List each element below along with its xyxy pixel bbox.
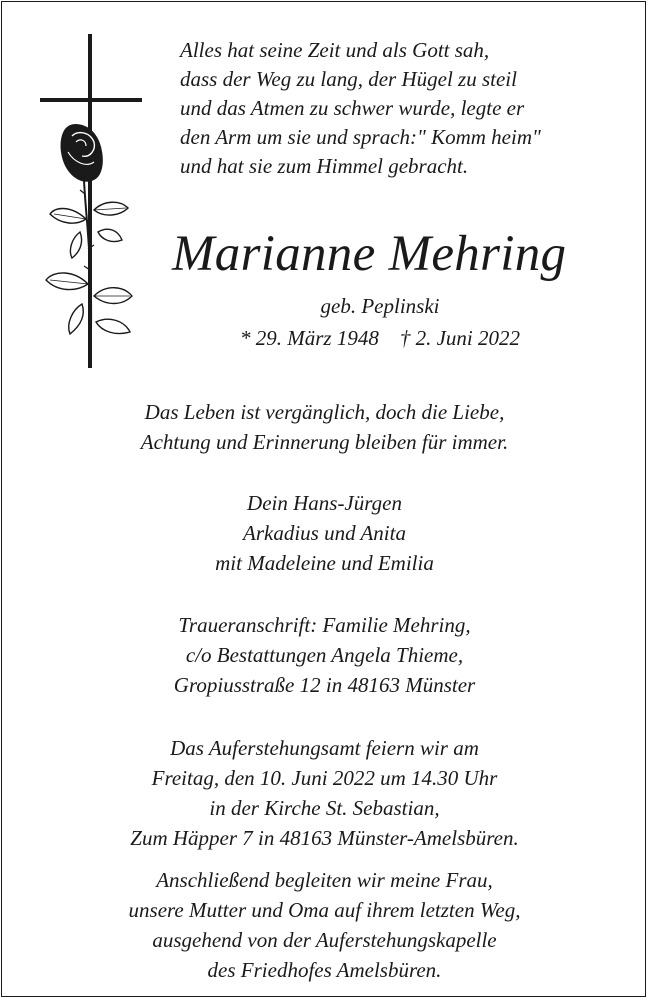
burial-info — [0, 865, 649, 985]
address-line: c/o Bestattungen Angela Thieme, — [185, 643, 464, 667]
burial-line: ausgehend von der Auferstehungskapelle — [152, 928, 497, 952]
poem-line: und hat sie zum Himmel gebracht. — [180, 154, 469, 178]
poem-line: und das Atmen zu schwer wurde, legte er — [180, 96, 525, 120]
burial-line: unsere Mutter und Oma auf ihrem letzten Weg, — [128, 898, 521, 922]
burial-line: des Friedhofes Amelsbüren. — [207, 958, 442, 982]
deceased-name: Marianne Mehring — [172, 226, 567, 282]
cross-with-rose-icon — [36, 34, 146, 372]
address-line: Gropiusstraße 12 in 48163 Münster — [173, 673, 476, 697]
service-line: Zum Häpper 7 in 48163 Münster-Amelsbüren. — [130, 826, 519, 850]
mourner-line: mit Madeleine und Emilia — [215, 551, 434, 575]
burial-line: Anschließend begleiten wir meine Frau, — [156, 868, 493, 892]
quote-line: Das Leben ist vergänglich, doch die Liebe, — [144, 400, 505, 424]
quote-line: Achtung und Erinnerung bleiben für immer. — [140, 430, 509, 454]
poem-line: dass der Weg zu lang, der Hügel zu steil — [180, 67, 517, 91]
condolence-address — [0, 610, 649, 700]
life-dates: * 29. März 1948 † 2. Juni 2022 — [240, 326, 520, 350]
poem-line: den Arm um sie und sprach:" Komm heim" — [180, 125, 541, 149]
service-line: Das Auferstehungsamt feiern wir am — [170, 736, 479, 760]
funeral-service-info — [0, 733, 649, 853]
service-line: in der Kirche St. Sebastian, — [209, 796, 440, 820]
mourner-line: Dein Hans-Jürgen — [247, 491, 402, 515]
mourner-line: Arkadius und Anita — [243, 521, 406, 545]
mourners-list — [0, 488, 649, 578]
memorial-quote — [0, 397, 649, 457]
birth-name: geb. Peplinski — [320, 294, 440, 318]
address-line: Traueranschrift: Familie Mehring, — [178, 613, 471, 637]
memorial-poem — [180, 36, 630, 181]
poem-line: Alles hat seine Zeit und als Gott sah, — [180, 38, 490, 62]
service-line: Freitag, den 10. Juni 2022 um 14.30 Uhr — [151, 766, 498, 790]
